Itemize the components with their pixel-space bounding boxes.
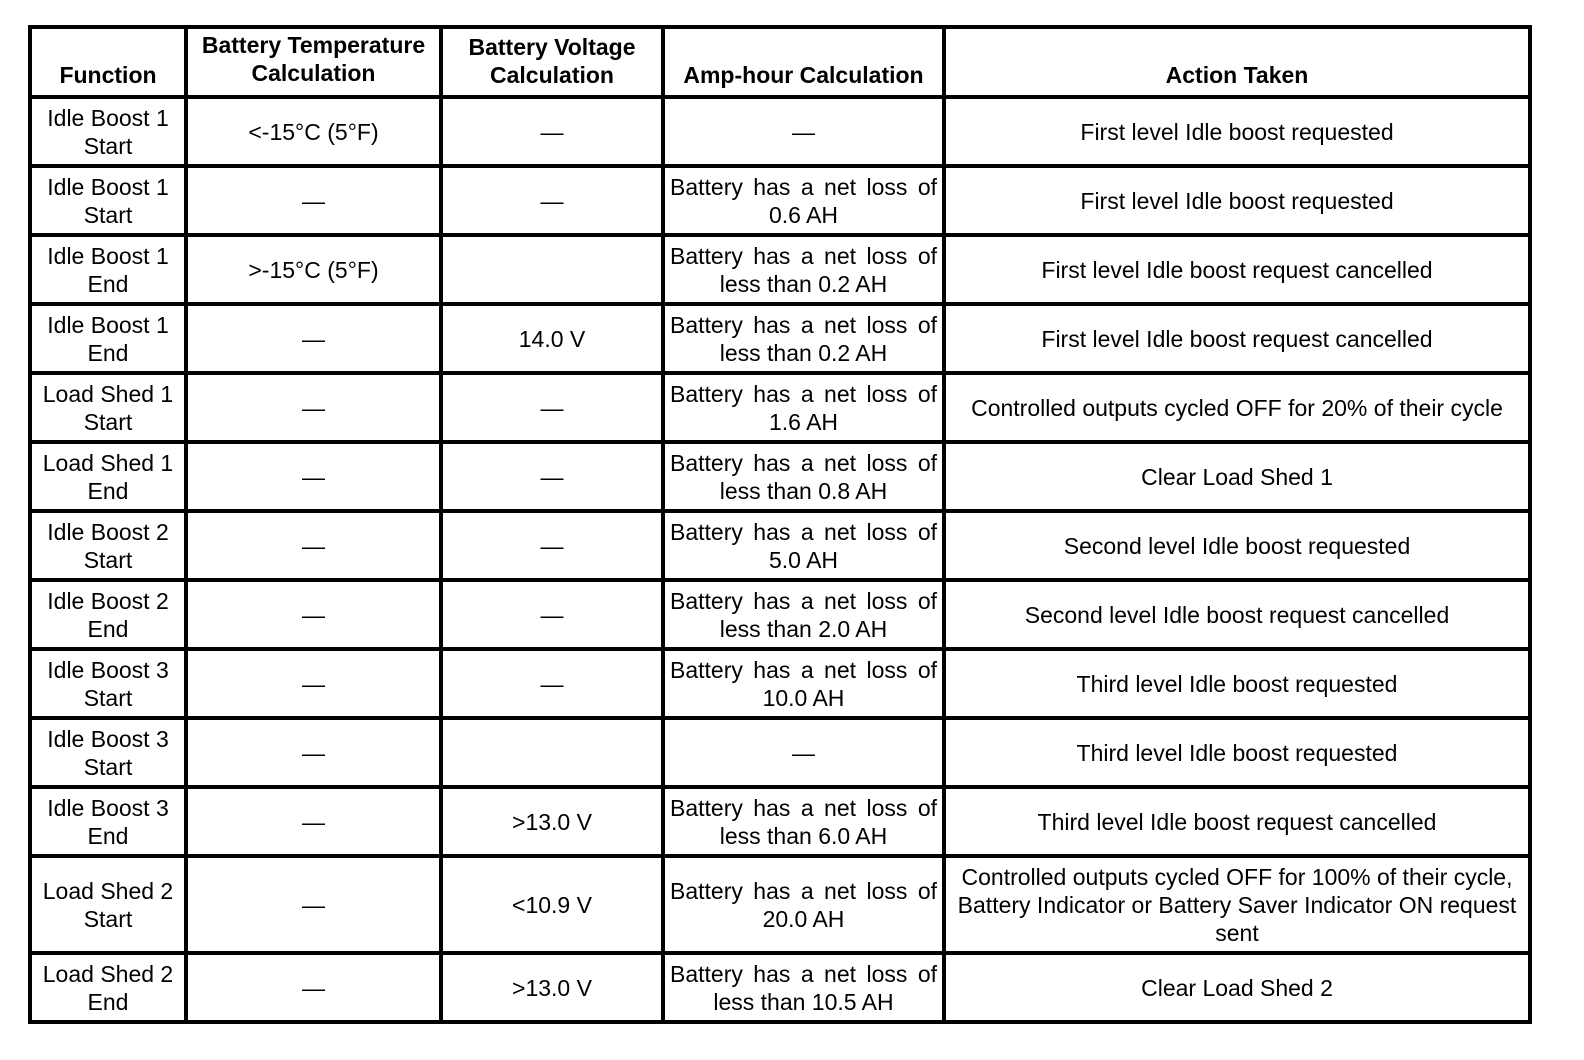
cell-amp-hour: Battery has a net loss of 10.0 AH (663, 649, 944, 718)
table-row (30, 787, 1530, 856)
header-battery-temperature: Battery Temperature Calculation (186, 27, 441, 97)
header-action-taken: Action Taken (944, 27, 1530, 97)
cell-action: Third level Idle boost requested (944, 718, 1530, 787)
table-row (30, 718, 1530, 787)
cell-function: Idle Boost 1 Start (30, 166, 186, 235)
cell-action: Second level Idle boost request cancelled (944, 580, 1530, 649)
cell-temperature: — (186, 953, 441, 1022)
table-row (30, 373, 1530, 442)
cell-action: Second level Idle boost requested (944, 511, 1530, 580)
cell-amp-hour: Battery has a net loss of less than 0.2 AH (663, 235, 944, 304)
cell-voltage: >13.0 V (441, 953, 663, 1022)
cell-amp-hour: — (663, 718, 944, 787)
battery-management-table (28, 25, 1532, 1024)
table-row (30, 580, 1530, 649)
cell-amp-hour: — (663, 97, 944, 166)
cell-action: Clear Load Shed 2 (944, 953, 1530, 1022)
cell-voltage: — (441, 373, 663, 442)
cell-amp-hour: Battery has a net loss of less than 6.0 AH (663, 787, 944, 856)
cell-amp-hour: Battery has a net loss of 20.0 AH (663, 856, 944, 953)
table-row (30, 953, 1530, 1022)
cell-function: Load Shed 1 End (30, 442, 186, 511)
cell-action: First level Idle boost request cancelled (944, 304, 1530, 373)
header-amp-hour: Amp-hour Calculation (663, 27, 944, 97)
table-row (30, 235, 1530, 304)
cell-voltage: — (441, 97, 663, 166)
cell-action: Third level Idle boost requested (944, 649, 1530, 718)
cell-action: Clear Load Shed 1 (944, 442, 1530, 511)
cell-temperature: — (186, 442, 441, 511)
cell-temperature: >-15°C (5°F) (186, 235, 441, 304)
cell-voltage: — (441, 442, 663, 511)
cell-action: Third level Idle boost request cancelled (944, 787, 1530, 856)
cell-voltage: — (441, 166, 663, 235)
table-row (30, 442, 1530, 511)
cell-voltage (441, 718, 663, 787)
cell-function: Idle Boost 1 Start (30, 97, 186, 166)
table-row (30, 649, 1530, 718)
header-battery-voltage: Battery Voltage Calculation (441, 27, 663, 97)
cell-temperature: — (186, 649, 441, 718)
cell-voltage: <10.9 V (441, 856, 663, 953)
cell-voltage: — (441, 580, 663, 649)
cell-amp-hour: Battery has a net loss of less than 2.0 AH (663, 580, 944, 649)
cell-temperature: <-15°C (5°F) (186, 97, 441, 166)
cell-action: First level Idle boost requested (944, 166, 1530, 235)
table-header-row (30, 27, 1530, 97)
cell-amp-hour: Battery has a net loss of less than 10.5 AH (663, 953, 944, 1022)
table-row (30, 166, 1530, 235)
cell-function: Load Shed 2 Start (30, 856, 186, 953)
cell-action: First level Idle boost requested (944, 97, 1530, 166)
cell-temperature: — (186, 856, 441, 953)
cell-function: Idle Boost 2 Start (30, 511, 186, 580)
cell-action: Controlled outputs cycled OFF for 100% of their cycle, Battery Indicator or Battery Saver Indicator ON request sent (944, 856, 1530, 953)
cell-function: Idle Boost 1 End (30, 304, 186, 373)
cell-temperature: — (186, 580, 441, 649)
cell-amp-hour: Battery has a net loss of less than 0.2 AH (663, 304, 944, 373)
cell-temperature: — (186, 373, 441, 442)
table-row (30, 511, 1530, 580)
table-row (30, 97, 1530, 166)
cell-function: Idle Boost 1 End (30, 235, 186, 304)
cell-action: Controlled outputs cycled OFF for 20% of their cycle (944, 373, 1530, 442)
cell-voltage: >13.0 V (441, 787, 663, 856)
cell-voltage: — (441, 649, 663, 718)
cell-temperature: — (186, 511, 441, 580)
cell-amp-hour: Battery has a net loss of 1.6 AH (663, 373, 944, 442)
cell-function: Idle Boost 3 End (30, 787, 186, 856)
cell-amp-hour: Battery has a net loss of 0.6 AH (663, 166, 944, 235)
cell-temperature: — (186, 166, 441, 235)
cell-function: Idle Boost 3 Start (30, 718, 186, 787)
cell-function: Idle Boost 2 End (30, 580, 186, 649)
cell-voltage: 14.0 V (441, 304, 663, 373)
cell-amp-hour: Battery has a net loss of 5.0 AH (663, 511, 944, 580)
cell-voltage: — (441, 511, 663, 580)
cell-action: First level Idle boost request cancelled (944, 235, 1530, 304)
cell-temperature: — (186, 718, 441, 787)
table-row (30, 856, 1530, 953)
cell-amp-hour: Battery has a net loss of less than 0.8 AH (663, 442, 944, 511)
battery-management-table-container (28, 25, 1532, 1024)
table-row (30, 304, 1530, 373)
cell-temperature: — (186, 787, 441, 856)
cell-function: Idle Boost 3 Start (30, 649, 186, 718)
cell-function: Load Shed 1 Start (30, 373, 186, 442)
cell-function: Load Shed 2 End (30, 953, 186, 1022)
cell-temperature: — (186, 304, 441, 373)
cell-voltage (441, 235, 663, 304)
header-function: Function (30, 27, 186, 97)
